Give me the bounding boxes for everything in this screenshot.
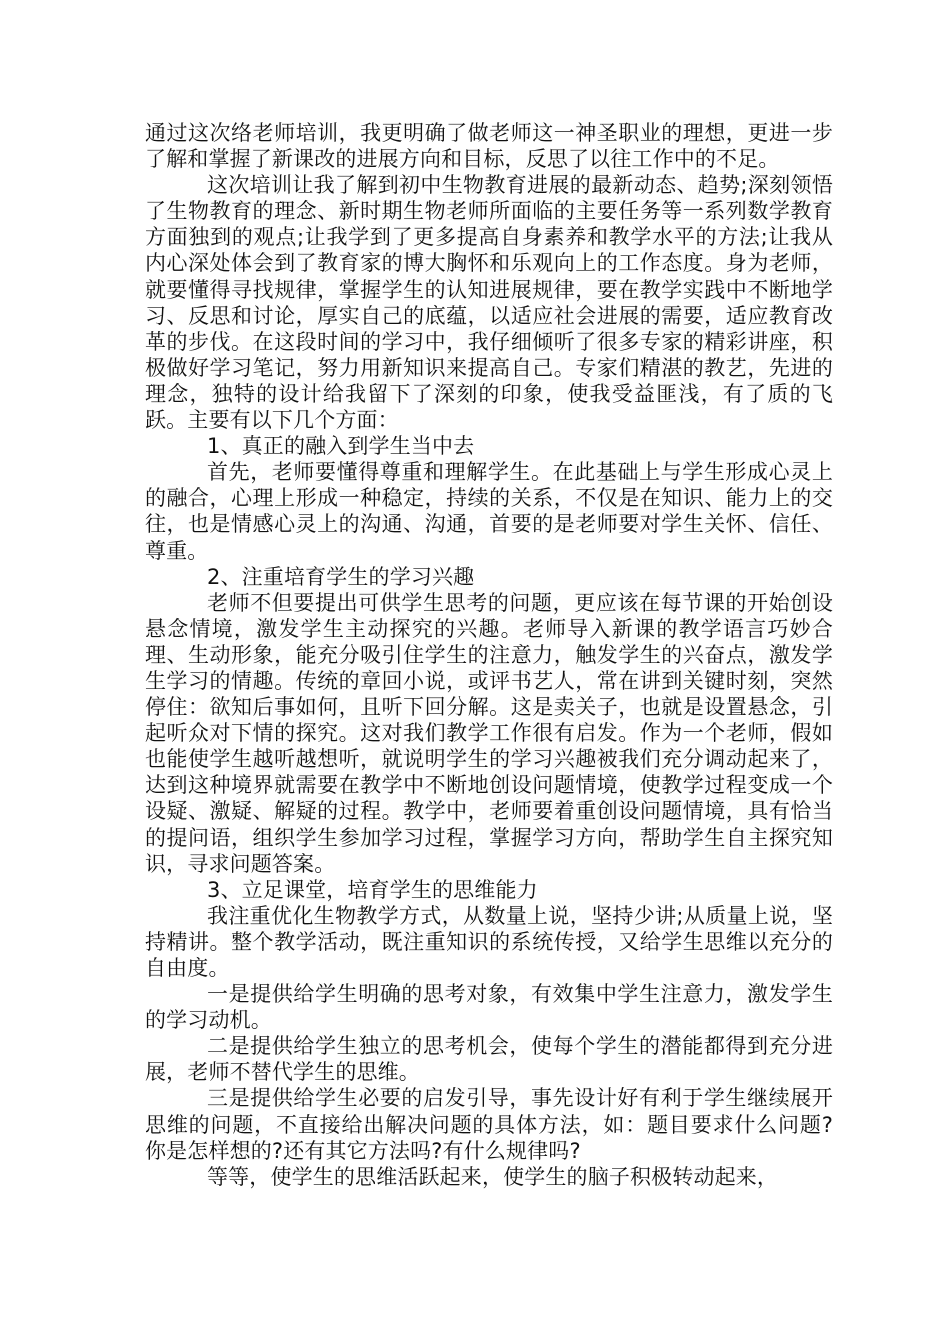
- document-body: [145, 120, 833, 1190]
- section-heading-2: 2、注重培育学生的学习兴趣: [207, 564, 475, 589]
- paragraph-point-two: 二是提供给学生独立的思考机会，使每个学生的潜能都得到充分进展，老师不替代学生的思维。: [145, 1034, 833, 1085]
- paragraph-intro: 通过这次络老师培训，我更明确了做老师这一神圣职业的理想，更进一步了解和掌握了新课改的进展方向和目标，反思了以往工作中的不足。: [145, 121, 833, 172]
- paragraph-training-summary: 这次培训让我了解到初中生物教育进展的最新动态、趋势;深刻领悟了生物教育的理念、新时期生物老师所面临的主要任务等一系列数学教育方面独到的观点;让我学到了更多提高自身素养和教学水平的方法;让我从内心深处体会到了教育家的博大胸怀和乐观向上的工作态度。身为老师，就要懂得寻找规律，掌握学生的认知进展规律，要在教学实践中不断地学习、反思和讨论，厚实自己的底蕴，以适应社会进展的需要，适应教育改革的步伐。在这段时间的学习中，我仔细倾听了很多专家的精彩讲座，积极做好学习笔记，努力用新知识来提高自己。专家们精湛的教艺，先进的理念，独特的设计给我留下了深刻的印象，使我受益匪浅，有了质的飞跃。主要有以下几个方面：: [145, 173, 833, 433]
- paragraph-learning-interest: 老师不但要提出可供学生思考的问题，更应该在每节课的开始创设悬念情境，激发学生主动探究的兴趣。老师导入新课的教学语言巧妙合理、生动形象，能充分吸引住学生的注意力，触发学生的兴奋点，激发学生学习的情趣。传统的章回小说，或评书艺人，常在讲到关键时刻，突然停住：欲知后事如何，且听下回分解。这是卖关子，也就是设置悬念，引起听众对下情的探究。这对我们教学工作很有启发。作为一个老师，假如也能使学生越听越想听，就说明学生的学习兴趣被我们充分调动起来了，达到这种境界就需要在教学中不断地创设问题情境，使教学过程变成一个设疑、激疑、解疑的过程。教学中，老师要着重创设问题情境，具有恰当的提问语，组织学生参加学习过程，掌握学习方向，帮助学生自主探究知识，寻求问题答案。: [145, 590, 833, 876]
- paragraph-respect-students: 首先，老师要懂得尊重和理解学生。在此基础上与学生形成心灵上的融合，心理上形成一种稳定，持续的关系，不仅是在知识、能力上的交往，也是情感心灵上的沟通、沟通，首要的是老师要对学生关怀、信任、尊重。: [145, 460, 833, 563]
- section-heading-3: 3、立足课堂，培育学生的思维能力: [207, 877, 538, 902]
- section-heading-1: 1、真正的融入到学生当中去: [207, 434, 475, 459]
- paragraph-point-three: 三是提供给学生必要的启发引导，事先设计好有利于学生继续展开思维的问题，不直接给出解决问题的具体方法，如：题目要求什么问题?你是怎样想的?还有其它方法吗?有什么规律吗?: [145, 1086, 833, 1163]
- paragraph-teaching-method: 我注重优化生物教学方式，从数量上说，坚持少讲;从质量上说，坚持精讲。整个教学活动，既注重知识的系统传授，又给学生思维以充分的自由度。: [145, 903, 833, 980]
- paragraph-point-one: 一是提供给学生明确的思考对象，有效集中学生注意力，激发学生的学习动机。: [145, 982, 833, 1033]
- paragraph-continuation: 等等，使学生的思维活跃起来，使学生的脑子积极转动起来，: [207, 1164, 779, 1189]
